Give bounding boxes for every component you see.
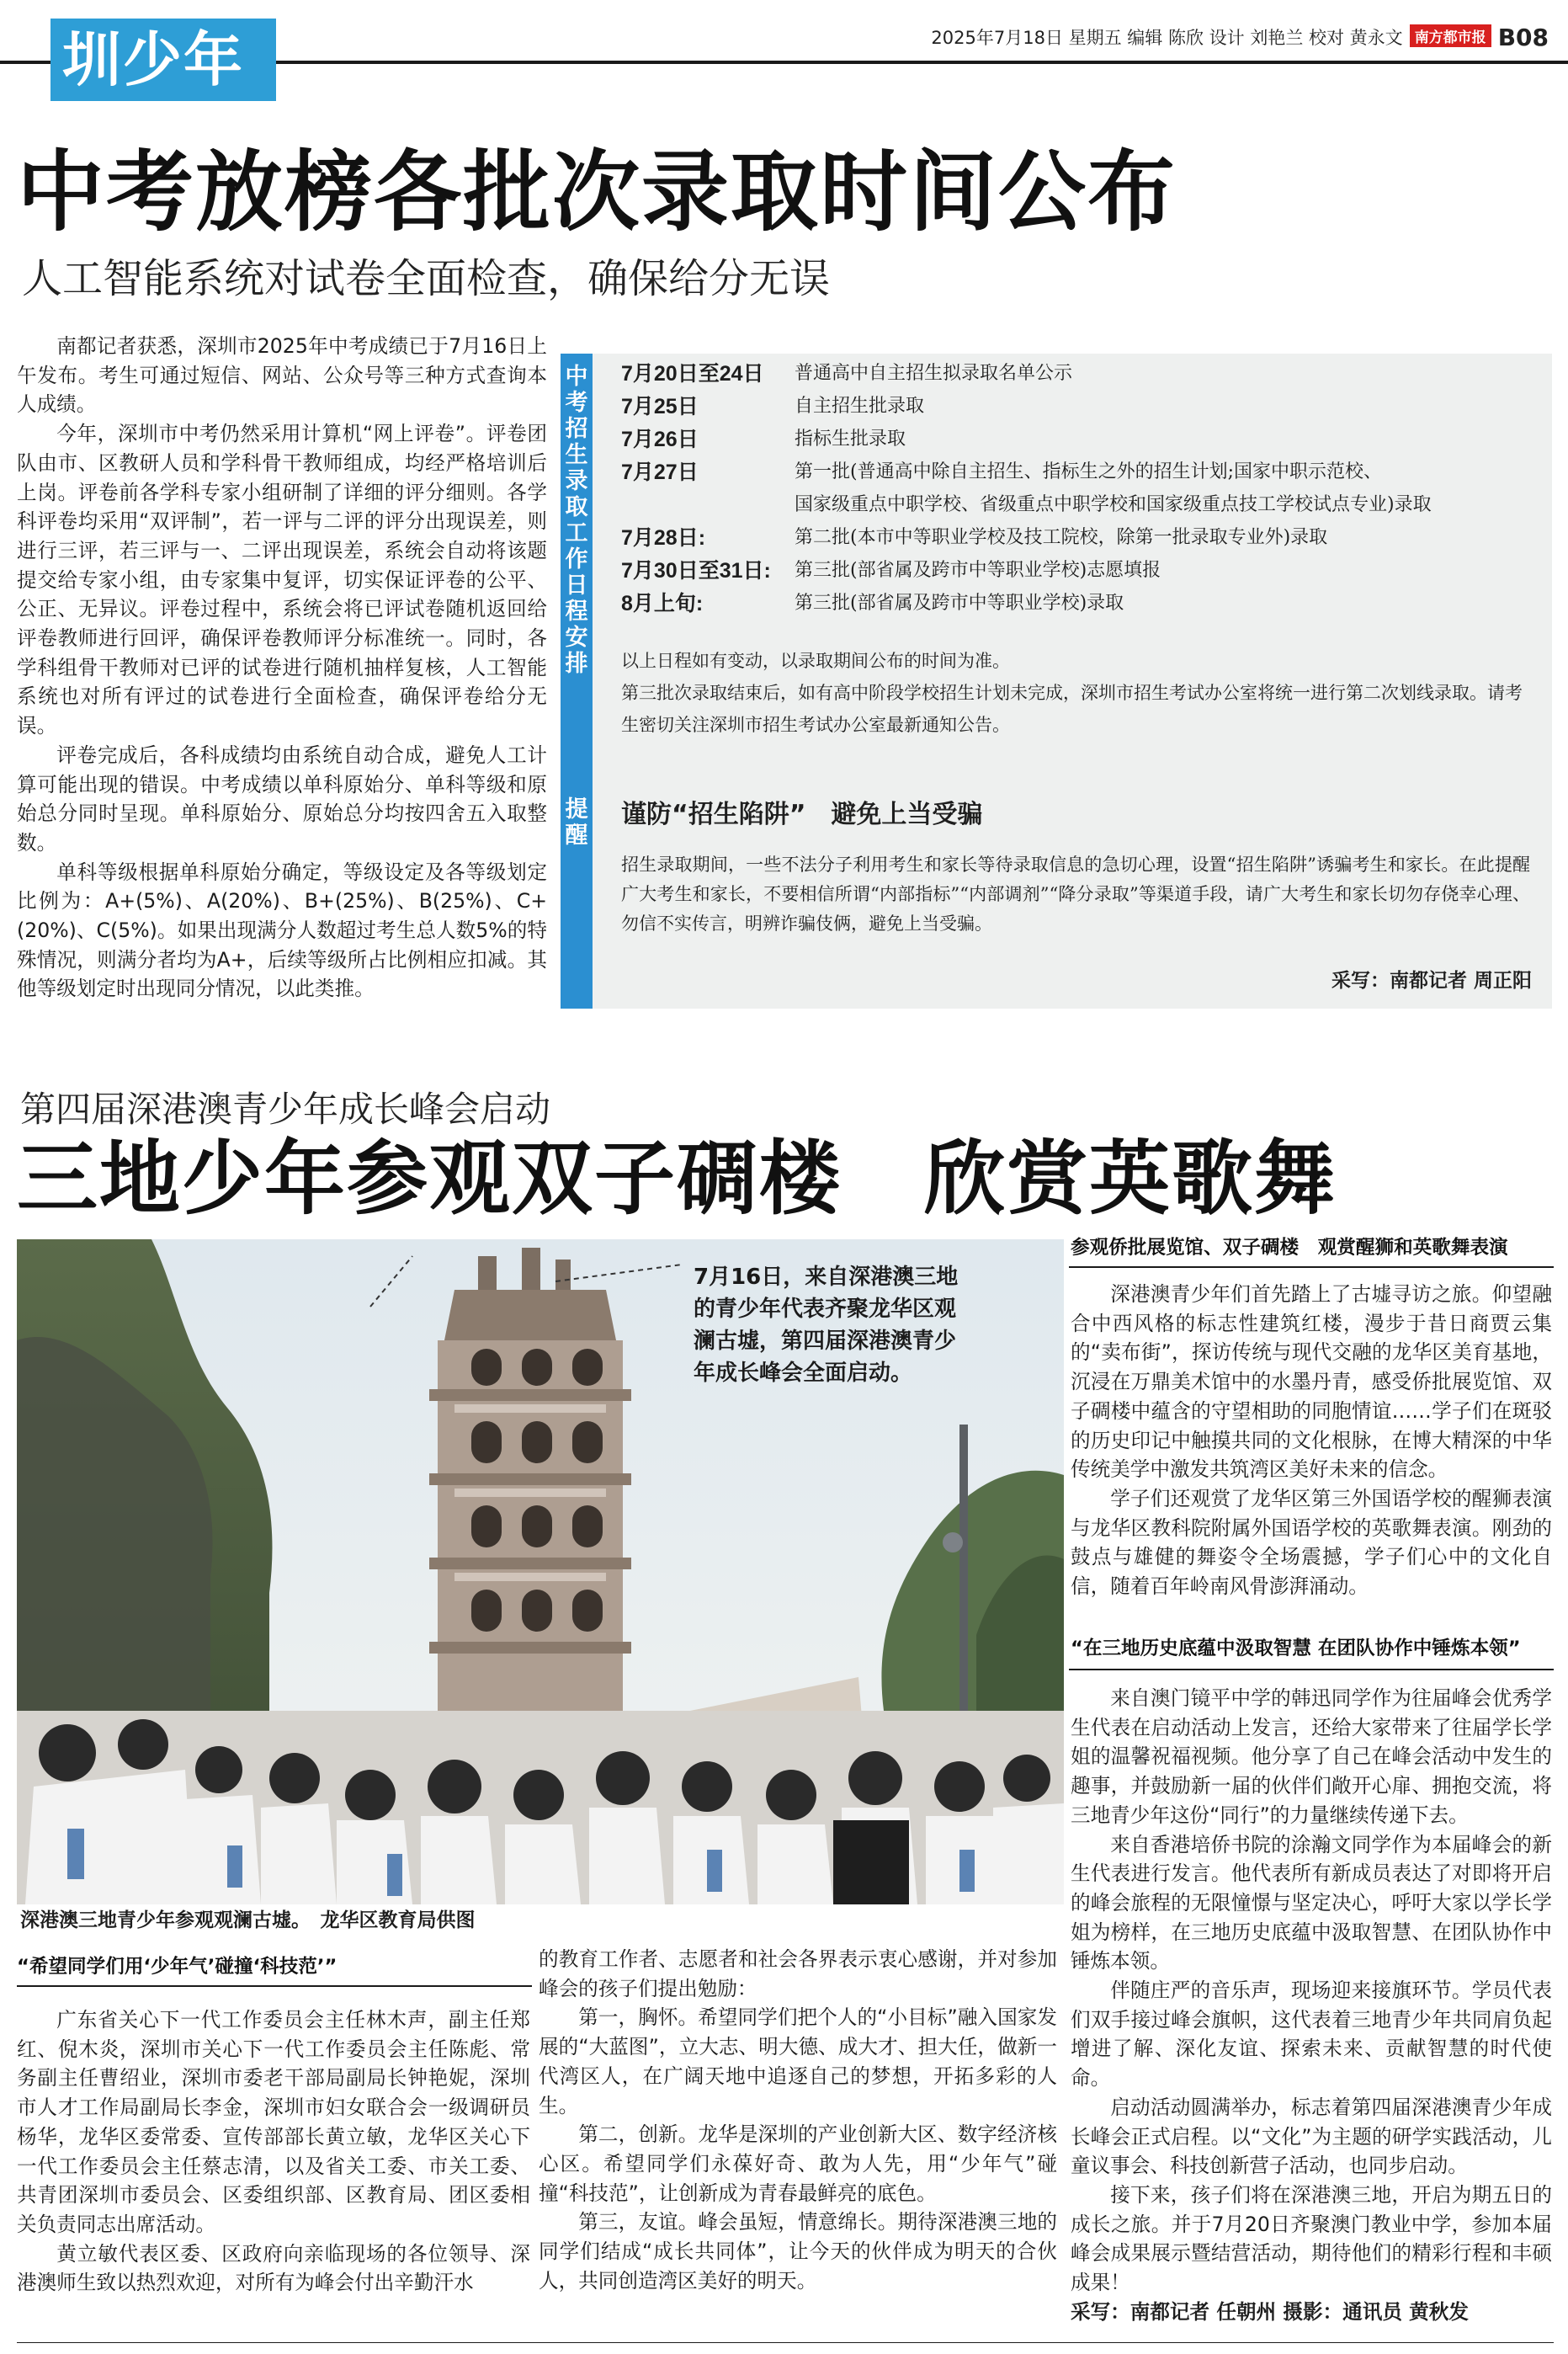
vertical-label-char: 醒 bbox=[565, 823, 588, 849]
paragraph: 启动活动圆满举办，标志着第四届深港澳青少年成长峰会正式启程。以“文化”为主题的研学实践活动，儿童议事会、科技创新营子活动，也同步启动。 bbox=[1071, 2095, 1552, 2178]
photo-callout: 7月16日，来自深港澳三地的青少年代表齐聚龙华区观澜古墟，第四届深港澳青少年成长峰会全面启动。 bbox=[694, 1265, 959, 1386]
schedule-label bbox=[561, 364, 593, 677]
reporter-credit: 采写：南都记者 周正阳 bbox=[1331, 970, 1532, 992]
middle-column bbox=[539, 1945, 1057, 2295]
schedule-desc: 指标生批录取 bbox=[795, 429, 906, 450]
schedule-desc: 第三批(部省属及跨市中等职业学校)录取 bbox=[795, 593, 1124, 614]
vertical-label-char: 招 bbox=[565, 416, 588, 442]
schedule-date: 7月27日 bbox=[621, 461, 699, 484]
photo-caption: 深港澳三地青少年参观观澜古墟。 龙华区教育局供图 bbox=[20, 1909, 476, 1931]
section-title: 圳少年 bbox=[62, 25, 244, 94]
paragraph: 来自香港培侨书院的涂瀚文同学作为本届峰会的新生代表进行发言。他代表所有新成员表达了对即将开启的峰会旅程的无限憧憬与坚定决心，呼吁大家以学长学姐为榜样，在三地历史底蕴中汲取智慧、在团队协作中锤炼本领。 bbox=[1071, 1832, 1552, 1973]
kicker-summit: 第四届深港澳青少年成长峰会启动 bbox=[20, 1089, 551, 1130]
schedule-row bbox=[621, 554, 1530, 588]
vertical-label-char: 排 bbox=[565, 651, 588, 677]
schedule-desc: 第一批(普通高中除自主招生、指标生之外的招生计划;国家中职示范校、 bbox=[795, 461, 1382, 482]
schedule-notes bbox=[621, 645, 1530, 741]
paragraph: 来自澳门镜平中学的韩迅同学作为往届峰会优秀学生代表在启动活动上发言，还给大家带来了往届学长学姐的温馨祝福视频。他分享了自己在峰会活动中发生的趣事，并鼓励新一届的伙伴们敞开心扉、拥抱交流，将三地青少年这份“同行”的力量继续传递下去。 bbox=[1071, 1686, 1552, 1827]
paragraph: 学子们还观赏了龙华区第三外国语学校的醒狮表演与龙华区教科院附属外国语学校的英歌舞表演。刚劲的鼓点与雄健的舞姿令全场震撼，学子们心中的文化自信，随着百年岭南风骨澎湃涌动。 bbox=[1071, 1486, 1552, 1599]
paper-logo: 南方都市报 bbox=[1410, 24, 1491, 47]
schedule-date: 7月30日至31日: bbox=[621, 559, 771, 583]
paragraph: 第二，创新。龙华是深圳的产业创新大区、数字经济核心区。希望同学们永葆好奇、敢为人先，用“少年气”碰撞“科技范”，让创新成为青春最鲜亮的底色。 bbox=[539, 2122, 1057, 2205]
vertical-label-char: 考 bbox=[565, 390, 588, 416]
section-title-visits: 参观侨批展览馆、双子碉楼 观赏醒狮和英歌舞表演 bbox=[1071, 1237, 1508, 1259]
paragraph: 今年，深圳市中考仍然采用计算机“网上评卷”。评卷团队由市、区教研人员和学科骨干教师组成，均经严格培训后上岗。评卷前各学科专家小组研制了详细的评分细则。各学科评卷均采用“双评制”，若一评与二评的评分出现误差，则进行三评，若三评与一、二评出现误差，系统会自动将该题提交给专家小组，由专家集中复评，切实保证评卷的公平、公正、无异议。评卷过程中，系统会将已评试卷随机返回给评卷教师进行回评，确保评卷教师评分标准统一。同时，各学科组骨干教师对已评的试卷进行随机抽样复核，人工智能系统也对所有评过的试卷进行全面检查，确保评卷给分无误。 bbox=[17, 422, 547, 738]
schedule-row bbox=[621, 488, 1530, 522]
vertical-label-char: 生 bbox=[565, 442, 588, 468]
paragraph: 接下来，孩子们将在深港澳三地，开启为期五日的成长之旅。并于7月20日齐聚澳门教业中学，参加本届峰会成果展示暨结营活动，期待他们的精彩行程和丰硕成果！ bbox=[1071, 2182, 1552, 2295]
paragraph: 伴随庄严的音乐声，现场迎来接旗环节。学员代表们双手接过峰会旗帜，这代表着三地青少年共同肩负起增进了解、深化友谊、探索未来、贡献智慧的时代使命。 bbox=[1071, 1979, 1552, 2090]
subhead-exam-results: 人工智能系统对试卷全面检查，确保给分无误 bbox=[22, 255, 831, 302]
schedule-date: 7月20日至24日 bbox=[621, 362, 764, 386]
vertical-label-char: 工 bbox=[565, 520, 588, 546]
schedule-desc: 自主招生批录取 bbox=[795, 396, 925, 417]
paragraph: 深港澳青少年们首先踏上了古墟寻访之旅。仰望融合中西风格的标志性建筑红楼，漫步于昔日商贾云集的“卖布街”，探访传统与现代交融的龙华区美育基地，沉浸在万鼎美术馆中的水墨丹青，感受侨批展览馆、双子碉楼中蕴含的守望相助的同胞情谊……学子们在斑驳的历史印记中触摸共同的文化根脉，在博大精深的中华传统美学中激发共筑湾区美好未来的信念。 bbox=[1071, 1282, 1552, 1482]
schedule-desc: 普通高中自主招生拟录取名单公示 bbox=[795, 363, 1073, 384]
paragraph: 第一，胸怀。希望同学们把个人的“小目标”融入国家发展的“大蓝图”，立大志、明大德、成大才、担大任，做新一代湾区人，在广阔天地中追逐自己的梦想，开拓多彩的人生。 bbox=[539, 2005, 1057, 2117]
vertical-label-char: 取 bbox=[565, 494, 588, 520]
paragraph: 广东省关心下一代工作委员会主任林木声，副主任郑红、倪木炎，深圳市关心下一代工作委员会主任陈彪、常务副主任曹绍业，深圳市委老干部局副局长钟艳妮，深圳市人才工作局副局长李金，深圳市妇女联合会一级调研员杨华，龙华区委常委、宣传部部长黄立敏，龙华区关心下一代工作委员会主任蔡志清，以及省关工委、市关工委、共青团深圳市委员会、区委组织部、区教育局、团区委相关负责同志出席活动。 bbox=[17, 2008, 530, 2236]
schedule-desc: 第三批(部省属及跨市中等职业学校)志愿填报 bbox=[795, 560, 1161, 581]
paragraph: 第三，友谊。峰会虽短，情意绵长。期待深港澳三地的同学们结成“成长共同体”，让今天的伙伴成为明天的合伙人，共同创造湾区美好的明天。 bbox=[539, 2210, 1057, 2293]
right-column-part1 bbox=[1071, 1280, 1552, 1601]
paragraph: 评卷完成后，各科成绩均由系统自动合成，避免人工计算可能出现的错误。中考成绩以单科原始分、单科等级和原始总分同时呈现。单科原始分、原始总分均按四舍五入取整数。 bbox=[17, 743, 547, 855]
schedule-row bbox=[621, 423, 1530, 456]
paragraph: 单科等级根据单科原始分确定，等级设定及各等级划定比例为：A+(5%)、A(20%)、B+(25%)、B(25%)、C+(20%)、C(5%)。如果出现满分人数超过考生总人数5%的特殊情况，则满分者均为A+，后续等级所占比例相应扣减。其他等级划定时出现同分情况，以此类推。 bbox=[17, 860, 547, 1001]
right-column-part2 bbox=[1071, 1684, 1552, 2326]
vertical-label-char: 日 bbox=[565, 573, 588, 599]
paragraph: 南都记者获悉，深圳市2025年中考成绩已于7月16日上午发布。考生可通过短信、网站、公众号等三种方式查询本人成绩。 bbox=[17, 334, 547, 417]
section-rule bbox=[17, 1985, 532, 1987]
headline-exam-results: 中考放榜各批次录取时间公布 bbox=[17, 141, 1177, 243]
schedule-desc: 国家级重点中职学校、省级重点中职学校和国家级重点技工学校试点专业)录取 bbox=[795, 494, 1432, 515]
schedule-date: 7月28日: bbox=[621, 526, 706, 550]
reminder-label bbox=[561, 796, 593, 849]
vertical-label-char: 作 bbox=[565, 546, 588, 573]
schedule-date: 8月上旬: bbox=[621, 592, 704, 615]
vertical-label-char: 提 bbox=[565, 796, 588, 823]
paragraph: 黄立敏代表区委、区政府向亲临现场的各位领导、深港澳师生致以热烈欢迎，对所有为峰会付出辛勤汗水 bbox=[17, 2241, 530, 2295]
article1-body bbox=[17, 332, 547, 1004]
warning-body: 招生录取期间，一些不法分子利用考生和家长等待录取信息的急切心理，设置“招生陷阱”诱骗考生和家长。在此提醒广大考生和家长，不要相信所谓“内部指标”“内部调剂”“降分录取”等渠道手段，请广大考生和家长切勿存侥幸心理、勿信不实传言，明辨诈骗伎俩，避免上当受骗。 bbox=[621, 855, 1530, 934]
headline-summit: 三地少年参观双子碉楼 欣赏英歌舞 bbox=[17, 1132, 1337, 1226]
section-title-speech: “希望同学们用‘少年气’碰撞‘科技范’” bbox=[17, 1956, 338, 1978]
issue-info: 2025年7月18日 星期五 编辑 陈欣 设计 刘艳兰 校对 黄永文 bbox=[931, 28, 1403, 48]
schedule-row bbox=[621, 390, 1530, 423]
warning-title: 谨防“招生陷阱” 避免上当受骗 bbox=[621, 800, 983, 829]
schedule-row bbox=[621, 521, 1530, 555]
vertical-label-char: 中 bbox=[565, 364, 588, 390]
footer-rule bbox=[17, 2342, 1554, 2343]
schedule-date: 7月25日 bbox=[621, 395, 699, 418]
left-column bbox=[17, 2005, 530, 2298]
section-masthead bbox=[50, 19, 276, 101]
vertical-label-char: 录 bbox=[565, 468, 588, 494]
paragraph: 的教育工作者、志愿者和社会各界表示衷心感谢，并对参加峰会的孩子们提出勉励： bbox=[539, 1947, 1057, 2000]
vertical-label-char: 安 bbox=[565, 625, 588, 651]
section-rule bbox=[1069, 1266, 1554, 1268]
photo-writer-credit: 采写：南都记者 任朝州 摄影：通讯员 黄秋发 bbox=[1071, 2299, 1469, 2324]
section-rule bbox=[1069, 1669, 1554, 1670]
header-info bbox=[909, 24, 1549, 51]
schedule-row bbox=[621, 357, 1530, 391]
schedule-row bbox=[621, 587, 1530, 620]
schedule-row bbox=[621, 455, 1530, 489]
page-number: B08 bbox=[1497, 24, 1549, 51]
note: 第三批次录取结束后，如有高中阶段学校招生计划未完成，深圳市招生考试办公室将统一进行第二次划线录取。请考生密切关注深圳市招生考试办公室最新通知公告。 bbox=[621, 683, 1523, 735]
section-title-wisdom: “在三地历史底蕴中汲取智慧 在团队协作中锤炼本领” bbox=[1071, 1638, 1521, 1659]
note: 以上日程如有变动，以录取期间公布的时间为准。 bbox=[621, 651, 1010, 671]
schedule-date: 7月26日 bbox=[621, 428, 699, 451]
vertical-label-char: 程 bbox=[565, 599, 588, 625]
schedule-desc: 第二批(本市中等职业学校及技工院校，除第一批录取专业外)录取 bbox=[795, 527, 1328, 548]
